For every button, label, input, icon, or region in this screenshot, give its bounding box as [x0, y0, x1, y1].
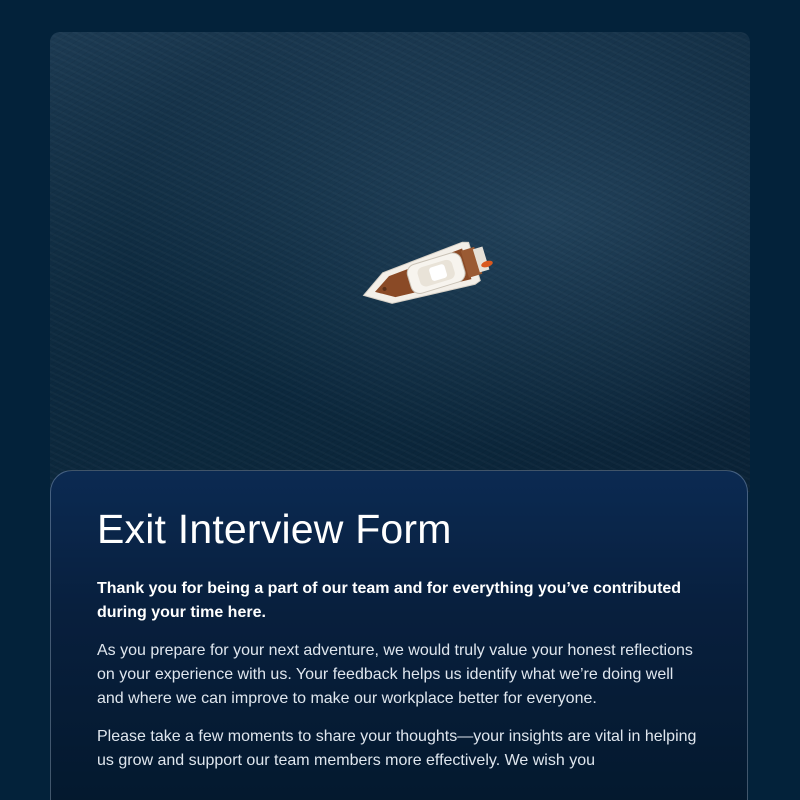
hero-image	[50, 32, 750, 492]
yacht-illustration	[50, 32, 750, 492]
intro-paragraph: Please take a few moments to share your thoughts—your insights are vital in helping us grow and support our team members more effectively. We wish you	[97, 728, 697, 769]
exit-interview-card	[50, 470, 748, 800]
intro-lead-text: Thank you for being a part of our team and for everything you’ve contributed during your time here.	[97, 580, 682, 621]
page-title: Exit Interview Form	[97, 506, 452, 552]
intro-paragraph: As you prepare for your next adventure, we would truly value your honest reflections on your experience with us. Your feedback helps us identify what we’re doing well and where we can improve to make our workplace better for everyone.	[97, 642, 693, 707]
